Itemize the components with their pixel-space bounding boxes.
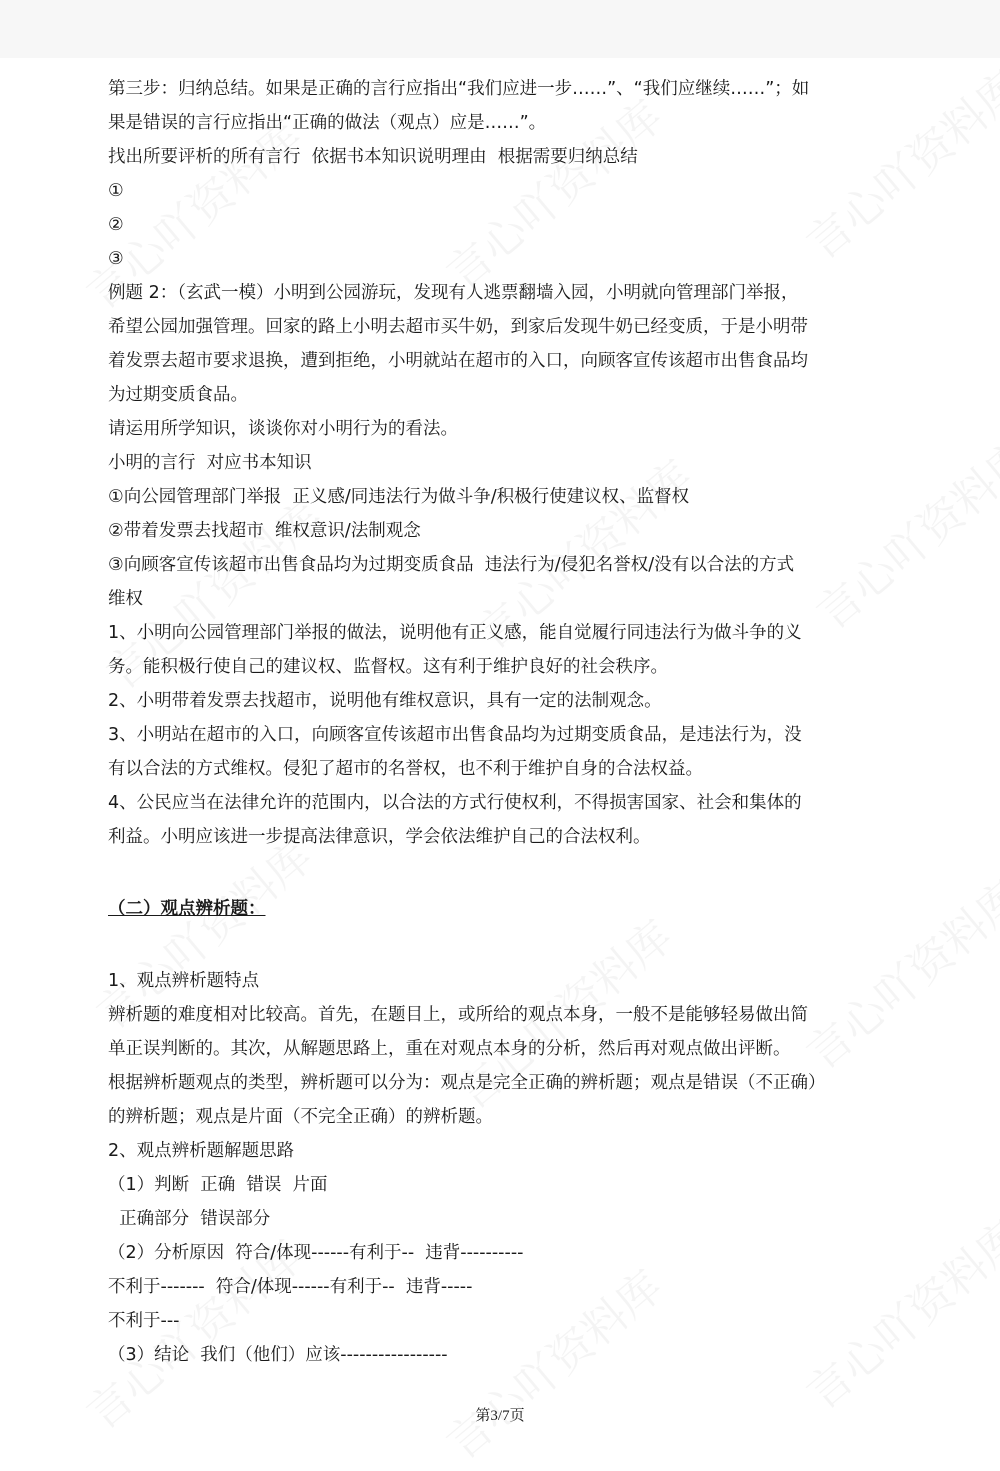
text-line: ①: [108, 181, 124, 201]
text-line: ③: [108, 249, 124, 269]
text-line: 1、小明向公园管理部门举报的做法，说明他有正义感，能自觉履行同违法行为做斗争的义: [108, 623, 802, 643]
text-line: 有以合法的方式维权。侵犯了超市的名誉权，也不利于维护自身的合法权益。: [108, 759, 703, 779]
text-line: 为过期变质食品。: [108, 385, 248, 405]
page-number: 第3/7页: [475, 1408, 525, 1424]
text-line: 不利于---: [108, 1311, 180, 1331]
text-line: ②带着发票去找超市 维权意识/法制观念: [108, 521, 421, 541]
text-line: （1）判断 正确 错误 片面: [108, 1175, 328, 1195]
text-line: 根据辨析题观点的类型，辨析题可以分为：观点是完全正确的辨析题；观点是错误（不正确）: [108, 1073, 826, 1093]
text-line: 希望公园加强管理。回家的路上小明去超市买牛奶，到家后发现牛奶已经变质，于是小明带: [108, 317, 808, 337]
text-line: 辨析题的难度相对比较高。首先，在题目上，或所给的观点本身，一般不是能够轻易做出简: [108, 1005, 808, 1025]
text-line: 找出所要评析的所有言行 依据书本知识说明理由 根据需要归纳总结: [108, 147, 638, 167]
text-line: 第三步：归纳总结。如果是正确的言行应指出“我们应进一步……”、“我们应继续……”；如: [108, 79, 810, 99]
text-line: ②: [108, 215, 124, 235]
paragraph-block-1: [108, 72, 898, 854]
paragraph-block-2: [108, 964, 898, 1372]
text-line: ③向顾客宣传该超市出售食品均为过期变质食品 违法行为/侵犯名誉权/没有以合法的方式: [108, 555, 795, 575]
top-bar: [0, 0, 1000, 58]
text-line: 1、观点辨析题特点: [108, 971, 260, 991]
text-line: 务。能积极行使自己的建议权、监督权。这有利于维护良好的社会秩序。: [108, 657, 668, 677]
text-line: 不利于------- 符合/体现------有利于-- 违背-----: [108, 1277, 473, 1297]
text-line: 的辨析题；观点是片面（不完全正确）的辨析题。: [108, 1107, 493, 1127]
document-body: [108, 72, 898, 1372]
text-line: 2、观点辨析题解题思路: [108, 1141, 295, 1161]
text-line: 小明的言行 对应书本知识: [108, 453, 312, 473]
text-line: 例题 2：（玄武一模）小明到公园游玩，发现有人逃票翻墙入园，小明就向管理部门举报，: [108, 283, 799, 303]
text-line: （2）分析原因 符合/体现------有利于-- 违背----------: [108, 1243, 524, 1263]
section-heading: （二）观点辨析题：: [108, 899, 266, 919]
text-line: 维权: [108, 589, 143, 609]
text-line: （3）结论 我们（他们）应该-----------------: [108, 1345, 448, 1365]
text-line: 着发票去超市要求退换，遭到拒绝，小明就站在超市的入口，向顾客宣传该超市出售食品均: [108, 351, 808, 371]
text-line: 利益。小明应该进一步提高法律意识，学会依法维护自己的合法权利。: [108, 827, 651, 847]
text-line: 单正误判断的。其次，从解题思路上，重在对观点本身的分析，然后再对观点做出评断。: [108, 1039, 791, 1059]
text-line: ①向公园管理部门举报 正义感/同违法行为做斗争/积极行使建议权、监督权: [108, 487, 690, 507]
text-line: 果是错误的言行应指出“正确的做法（观点）应是……”。: [108, 113, 547, 133]
text-line: 请运用所学知识，谈谈你对小明行为的看法。: [108, 419, 458, 439]
text-line: 正确部分 错误部分: [108, 1209, 271, 1229]
text-line: 4、公民应当在法律允许的范围内，以合法的方式行使权利，不得损害国家、社会和集体的: [108, 793, 802, 813]
text-line: 3、小明站在超市的入口，向顾客宣传该超市出售食品均为过期变质食品，是违法行为，没: [108, 725, 802, 745]
text-line: 2、小明带着发票去找超市，说明他有维权意识，具有一定的法制观念。: [108, 691, 662, 711]
